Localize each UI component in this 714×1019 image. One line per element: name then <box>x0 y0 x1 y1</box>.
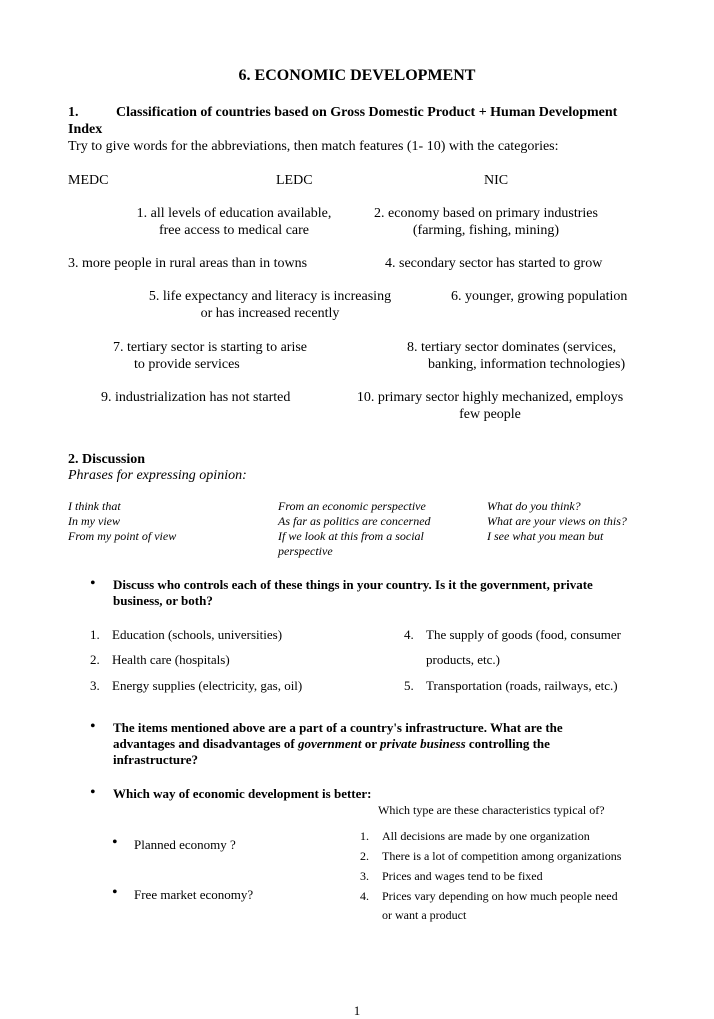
feature-2: 2. economy based on primary industries (farming, fishing, mining) <box>374 206 598 238</box>
page-number: 1 <box>353 1003 361 1018</box>
list-item: 4. The supply of goods (food, consumer <box>404 627 621 642</box>
phrases-col2: From an economic perspective As far as politics are concerned If we look at this from a social perspective <box>278 499 431 558</box>
bullet-icon: • <box>90 718 96 735</box>
feature-10: 10. primary sector highly mechanized, employs few people <box>356 390 624 422</box>
bullet3-text: Which way of economic development is better: <box>113 786 372 801</box>
bullet-icon: • <box>90 784 96 801</box>
list-item: or want a product <box>382 908 467 922</box>
page-title: 6. ECONOMIC DEVELOPMENT <box>238 67 476 84</box>
list-item: 1. Education (schools, universities) <box>90 627 283 642</box>
category-ledc: LEDC <box>276 173 313 188</box>
category-medc: MEDC <box>68 173 109 188</box>
phrases-col3: What do you think? What are your views on this? I see what you mean but <box>487 499 627 543</box>
feature-6: 6. younger, growing population <box>451 289 628 304</box>
feature-4: 4. secondary sector has started to grow <box>385 256 603 271</box>
feature-7: 7. tertiary sector is starting to arise to provide services <box>113 340 307 372</box>
list-item: 2. Health care (hospitals) <box>90 652 230 667</box>
bullet1-text: Discuss who controls each of these things in your country. Is it the government, private business, or both? <box>113 577 593 608</box>
bullet-icon: • <box>112 884 118 901</box>
section1-instruction: Try to give words for the abbreviations, then match features (1- 10) with the categories: <box>68 139 559 154</box>
section2-heading: 2. Discussion <box>68 452 146 467</box>
section1-heading: Classification of countries based on Gross Domestic Product + Human Development <box>116 105 618 120</box>
economy-planned: Planned economy ? <box>134 837 236 852</box>
section1-number: 1. <box>68 105 79 120</box>
section2-subheading: Phrases for expressing opinion: <box>68 468 247 483</box>
section1-heading-cont: Index <box>68 122 103 137</box>
list-item: 1. All decisions are made by one organization <box>360 829 590 843</box>
feature-1: 1. all levels of education available, free access to medical care <box>136 206 332 238</box>
economy-free-market: Free market economy? <box>134 887 254 902</box>
feature-8: 8. tertiary sector dominates (services, banking, information technologies) <box>407 340 626 372</box>
phrases-col1: I think that In my view From my point of view <box>68 499 177 543</box>
feature-9: 9. industrialization has not started <box>101 390 291 405</box>
list-item: 3. Prices and wages tend to be fixed <box>360 869 543 883</box>
bullet-icon: • <box>90 575 96 592</box>
list-item: 2. There is a lot of competition among organizations <box>360 849 622 863</box>
list-item: 5. Transportation (roads, railways, etc.) <box>404 678 618 693</box>
characteristics-question: Which type are these characteristics typical of? <box>378 803 605 817</box>
bullet-icon: • <box>112 834 118 851</box>
feature-5: 5. life expectancy and literacy is increasing or has increased recently <box>148 289 392 321</box>
bullet2-text: The items mentioned above are a part of a country's infrastructure. What are the advantages and disadvantages of government or private business controlling the infrastructure? <box>113 720 563 767</box>
category-nic: NIC <box>484 173 509 188</box>
feature-3: 3. more people in rural areas than in towns <box>68 256 308 271</box>
list-item: 4. Prices vary depending on how much people need <box>360 889 618 903</box>
list-item: 3. Energy supplies (electricity, gas, oil) <box>90 678 303 693</box>
list-item: products, etc.) <box>426 652 501 667</box>
